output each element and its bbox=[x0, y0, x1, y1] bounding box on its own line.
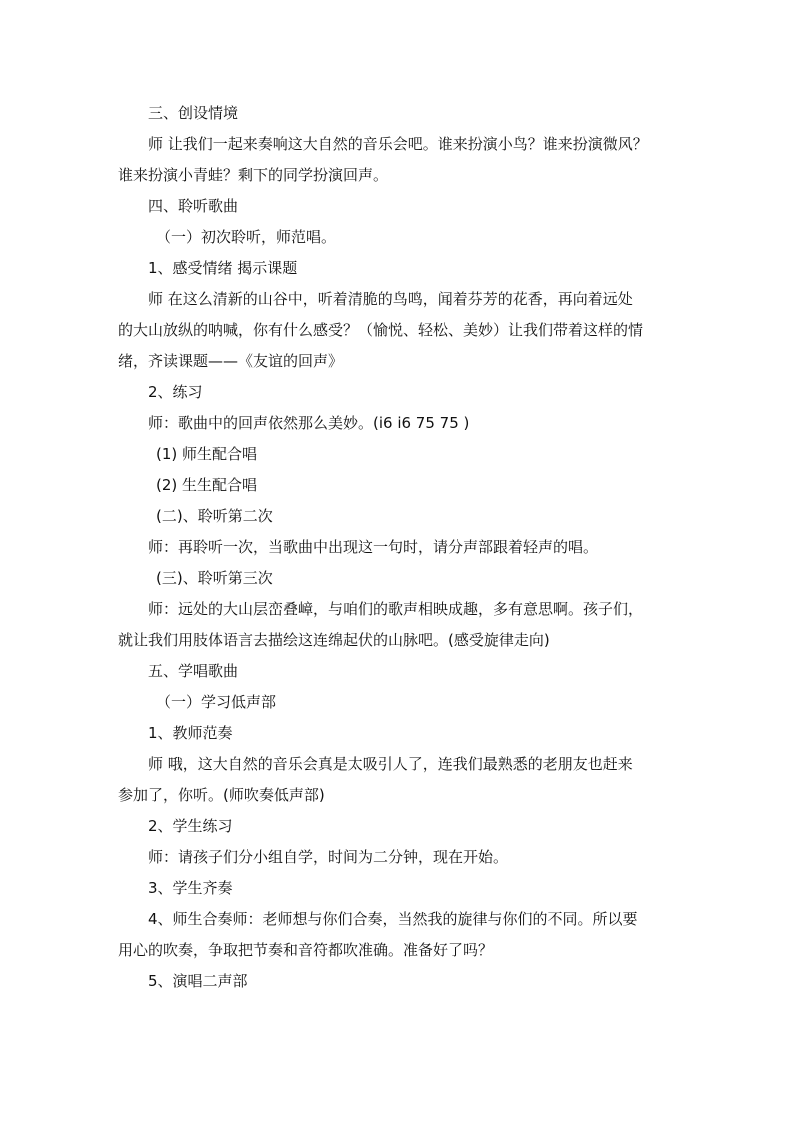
paragraph-line: 师 哦，这大自然的音乐会真是太吸引人了，连我们最熟悉的老朋友也赶来 bbox=[148, 755, 633, 773]
list-item: 1、感受情绪 揭示课题 bbox=[148, 259, 298, 277]
heading-section-5: 五、学唱歌曲 bbox=[148, 662, 239, 680]
heading-section-4: 四、聆听歌曲 bbox=[148, 197, 239, 215]
list-item: 2、练习 bbox=[148, 383, 203, 401]
paragraph-line: 就让我们用肢体语言去描绘这连绵起伏的山脉吧。(感受旋律走向) bbox=[118, 631, 550, 649]
document-body bbox=[118, 98, 680, 997]
subheading: （一）学习低声部 bbox=[156, 693, 277, 711]
paragraph-line: 师：远处的大山层峦叠嶂，与咱们的歌声相映成趣，多有意思啊。孩子们， bbox=[148, 600, 644, 618]
list-item: (1) 师生配合唱 bbox=[156, 445, 258, 463]
paragraph-line: 用心的吹奏，争取把节奏和音符都吹准确。准备好了吗？ bbox=[118, 941, 494, 959]
list-item: 4、师生合奏师：老师想与你们合奏，当然我的旋律与你们的不同。所以要 bbox=[148, 910, 638, 928]
subheading: (二)、聆听第二次 bbox=[156, 507, 273, 525]
list-item: 1、教师范奏 bbox=[148, 724, 233, 742]
paragraph-line: 师 在这么清新的山谷中，听着清脆的鸟鸣，闻着芬芳的花香，再向着远处 bbox=[148, 290, 633, 308]
paragraph-line: 师：歌曲中的回声依然那么美妙。(i6 i6 75 75 ) bbox=[148, 414, 470, 432]
paragraph-line: 师：请孩子们分小组自学，时间为二分钟，现在开始。 bbox=[148, 848, 509, 866]
heading-section-3: 三、创设情境 bbox=[148, 104, 239, 122]
paragraph-line: 师：再聆听一次，当歌曲中出现这一句时，请分声部跟着轻声的唱。 bbox=[148, 538, 599, 556]
subheading: (三)、聆听第三次 bbox=[156, 569, 273, 587]
paragraph-line: 的大山放纵的呐喊，你有什么感受？（愉悦、轻松、美妙）让我们带着这样的情 bbox=[118, 321, 644, 339]
list-item: (2) 生生配合唱 bbox=[156, 476, 258, 494]
subheading: （一）初次聆听，师范唱。 bbox=[156, 228, 337, 246]
paragraph-line: 师 让我们一起来奏响这大自然的音乐会吧。谁来扮演小鸟？谁来扮演微风？ bbox=[148, 135, 648, 153]
list-item: 3、学生齐奏 bbox=[148, 879, 233, 897]
paragraph-line: 绪，齐读课题——《友谊的回声》 bbox=[118, 352, 344, 370]
list-item: 2、学生练习 bbox=[148, 817, 233, 835]
paragraph-line: 谁来扮演小青蛙？剩下的同学扮演回声。 bbox=[118, 166, 389, 184]
paragraph-line: 参加了，你听。(师吹奏低声部) bbox=[118, 786, 325, 804]
list-item: 5、演唱二声部 bbox=[148, 972, 248, 990]
